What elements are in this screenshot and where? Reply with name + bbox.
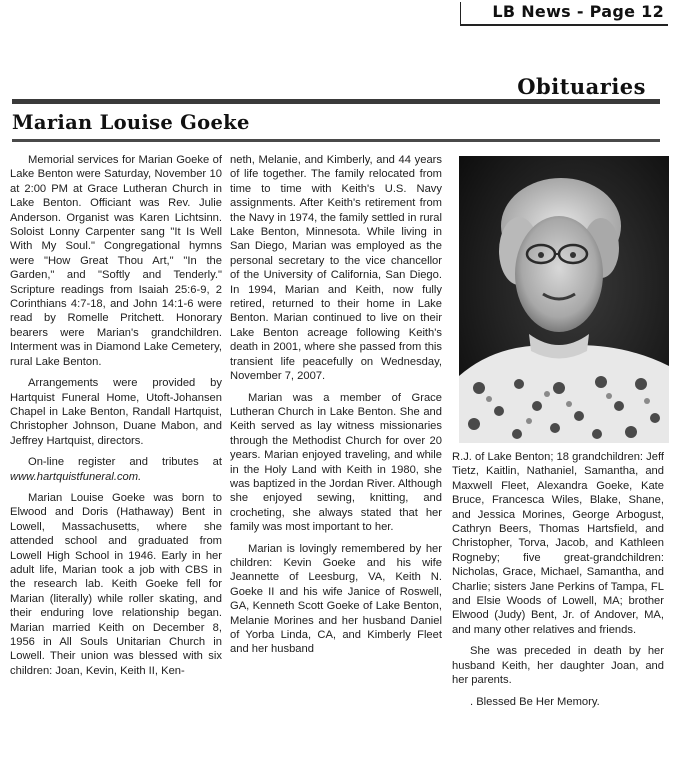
article-headline: Marian Louise Goeke	[12, 111, 250, 134]
portrait-photo	[459, 156, 669, 443]
section-title: Obituaries	[517, 74, 646, 99]
section-rule	[12, 99, 660, 104]
headline-rule	[12, 139, 660, 142]
paragraph-register	[10, 455, 222, 484]
paragraph-arrangements: Arrangements were provided by Hartquist Funeral Home, Utoft-Johansen Chapel in Lake Benton, Randall Hartquist, Christopher Johnson, Duane Mabon, and Jeffrey Hartquist, directors.	[10, 377, 222, 447]
article-column-1	[10, 153, 222, 685]
article-column-3	[452, 450, 664, 716]
funeral-home-link[interactable]: www.hartquistfuneral.com.	[10, 470, 142, 483]
paragraph-services: Memorial services for Marian Goeke of Lake Benton were Saturday, November 10 at 2:00 PM at Grace Lutheran Church in Lake Benton. Officiant was Rev. Julie Anderson. Organist was Karen Lichtsinn. Soloist Lonny Carpenter sang "It Is Well With My Soul." Congregational hymns were "How Great Thou Art," "In the Garden," and "Softly and Tenderly." Scripture readings from Isaiah 25:6-9, 2 Corinthians 4:7-18, and John 14:1-6 were read by Romelle Pritchett. Honorary bearers were Marian's grandchildren. Interment was in Diamond Lake Cemetery, rural Lake Benton.	[10, 154, 222, 368]
article-column-2	[230, 153, 442, 664]
register-text: On-line register and tributes at	[28, 456, 222, 469]
page-header-text: LB News - Page 12	[492, 2, 664, 21]
paragraph-preceded: She was preceded in death by her husband Keith, her daughter Joan, and her parents.	[452, 645, 664, 687]
page-header	[460, 2, 668, 26]
paragraph-blessing: . Blessed Be Her Memory.	[470, 695, 600, 708]
paragraph-survivors: Marian is lovingly remembered by her children: Kevin Goeke and his wife Jeannette of Leesburg, VA, Keith N. Goeke II and his wife Janice of Roswell, GA, Kenneth Scott Goeke of Lake Benton, Melanie Morines and her husband Daniel of Yorba Linda, CA, and Kimberly Fleet and her husband	[230, 542, 442, 656]
paragraph-grandchildren: R.J. of Lake Benton; 18 grandchildren: Jeff Tietz, Kaitlin, Nathaniel, Samantha, and Maxwell Fleet, Alexandra Goeke, Kate Bruce, Francesca Wiles, Blake, Shane, and Jessica Morines, George Arbogust, Cathryn Beers, Thomas Hartsfield, and Christopher, Torva, Jacob, and Kathleen Rogneby; five great-grandchildren: Nicholas, Grace, Michael, Samantha, and Charlie; sisters Jane Perkins of Tampa, FL and Elsie Woods of Lowell, MA; brother Elwood (Judy) Bent, Jr. of Andover, MA, and many other relatives and friends.	[452, 451, 664, 636]
paragraph-church: Marian was a member of Grace Lutheran Church in Lake Benton. She and Keith served as lay witness missionaries through the Methodist Church for over 20 years. Marian enjoyed traveling, and while in the Holy Land with Keith in 1980, she was baptized in the Jordan River. Although she enjoyed sewing, knitting, and crocheting, she always stated that her family was most important to her.	[230, 391, 442, 534]
paragraph-biography: Marian Louise Goeke was born to Elwood and Doris (Hathaway) Bent in Lowell, Massachusetts, where she attended school and graduated from Lowell High School in 1946. Early in her adult life, Marian took a job with CBS in the research lab. Keith Goeke fell for Marian (literally) while roller skating, and their enduring love relationship began. Marian married Keith on December 8, 1956 in All Souls Unitarian Church in Lowell. Their union was blessed with six children: Joan, Kevin, Keith II, Ken-	[10, 491, 222, 677]
paragraph-biography-cont: neth, Melanie, and Kimberly, and 44 years of life together. The family relocated from time to time with Keith's U.S. Navy assignments. After Keith's retirement from the Navy in 1974, the family settled in rural Lake Benton, Minnesota. While living in San Diego, Marian was employed as the personal secretary to the vice chancellor of the University of California, San Diego. In 1994, Marian and Keith, now fully retired, returned to their home in Lake Benton. Marian continued to live on their Lake Benton acreage following Keith's death in 2001, where she passed from this transient life peacefully on Wednesday, November 7, 2007.	[230, 154, 442, 383]
